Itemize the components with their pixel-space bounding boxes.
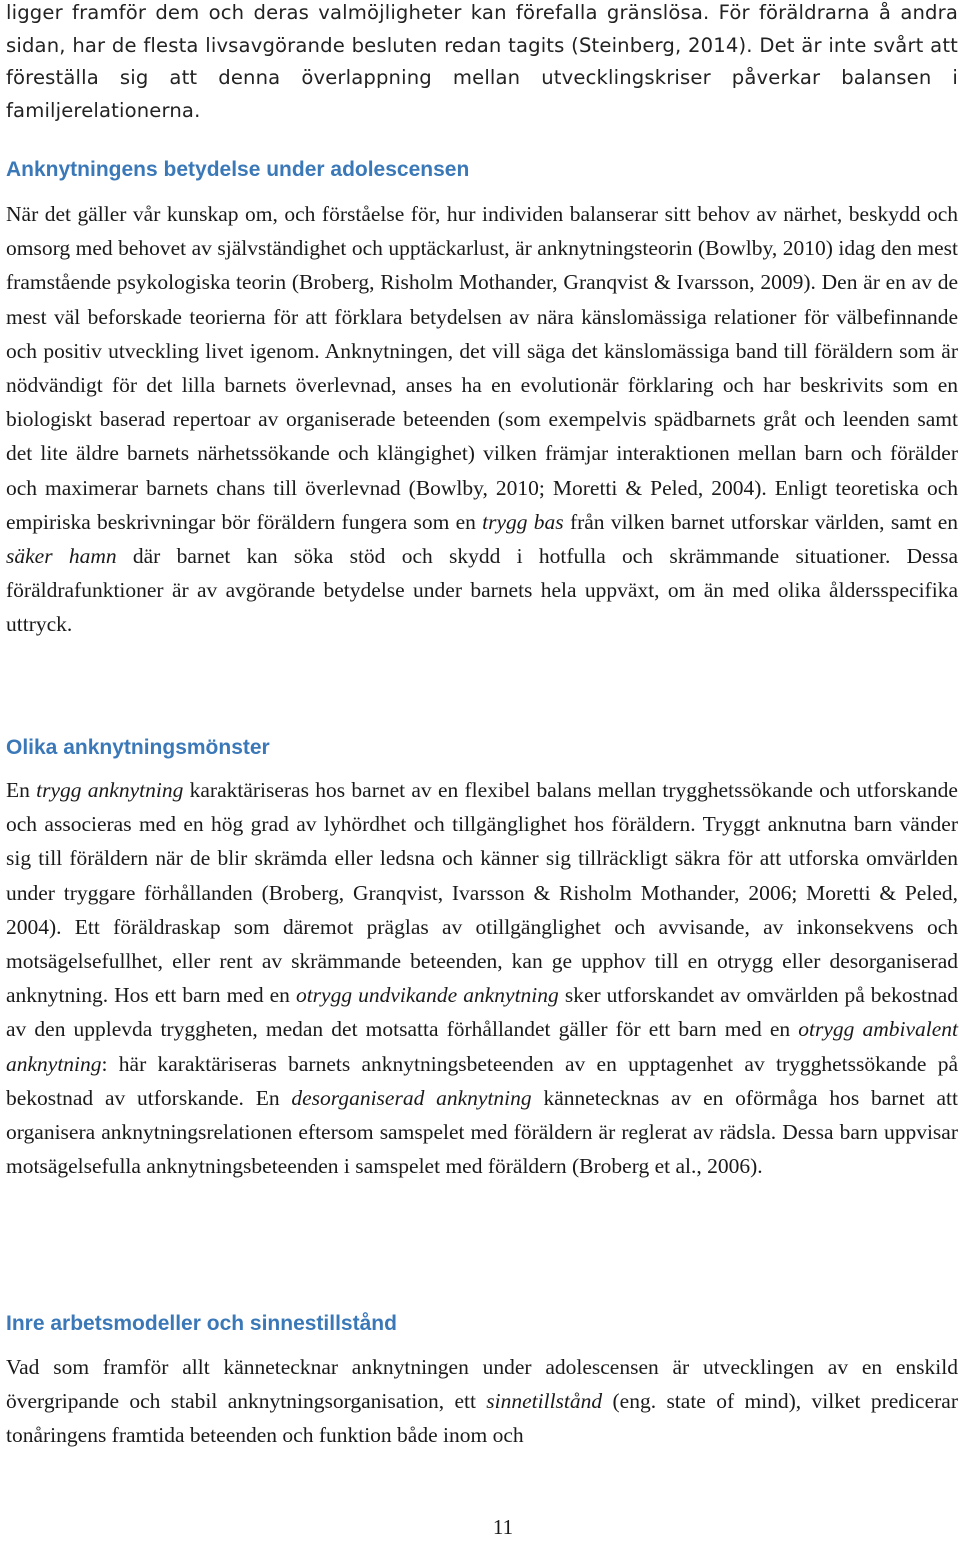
body-text: När det gäller vår kunskap om, och förståelse för, hur individen balanserar sitt behov av närhet, beskydd och omsorg med behovet av självständighet och upptäckarlust, är anknytningsteorin (Bowlby, 2010) idag den mest framstående psykologiska teorin (Broberg, Risholm Mothander, Granqvist & Ivarsson, 2009). Den är en av de mest väl beforskade teorierna för att förklara betydelsen av nära känslomässiga relationer för välbefinnande och positiv utveckling livet igenom. Anknytningen, det vill säga det känslomässiga band till föräldern som är nödvändigt för det lilla barnets överlevnad, anses ha en evolutionär förklaring och har beskrivits som en biologiskt baserad repertoar av organiserade beteenden (som exempelvis spädbarnets gråt och leenden samt det lite äldre barnets närhetssökande och klängighet) vilken främjar interaktionen mellan barn och förälder och maximerar barnets chans till överlevnad (Bowlby, 2010; Moretti & Peled, 2004). Enligt teoretiska och empiriska beskrivningar bör föräldern fungera som en: [6, 202, 958, 534]
body-text: sker utforskandet av omvärlden på bekostnad av den upplevda tryggheten, medan det motsatta förhållandet gäller för ett barn med en: [6, 983, 958, 1042]
section-paragraph-working-models: [6, 1350, 958, 1453]
emphasis-text: desorganiserad anknytning: [291, 1085, 532, 1110]
section-paragraph-attachment-adolescence: [6, 197, 958, 642]
emphasis-text: säker hamn: [6, 544, 117, 569]
body-text: : här karaktäriseras barnets anknytningsbeteenden av en upptagenhet av trygghetssökande på bekostnad av utforskande. En: [6, 1051, 958, 1110]
body-text: kännetecknas av en oförmåga hos barnet att organisera anknytningsrelationen eftersom samspelet med föräldern är reglerat av rädsla. Dessa barn uppvisar motsägelsefulla anknytningsbeteenden i samspelet med föräldern (Broberg et al., 2006).: [6, 1085, 958, 1179]
section-heading-attachment-patterns: Olika anknytningsmönster: [6, 736, 270, 759]
intro-text: ligger framför dem och deras valmöjligheter kan förefalla gränslösa. För föräldrarna å andra sidan, har de flesta livsavgörande besluten redan tagits (Steinberg, 2014). Det är inte svårt att föreställa sig att denna överlappning mellan utvecklingskriser påverkar balansen i familjerelationerna.: [6, 1, 958, 122]
body-text: En: [6, 778, 37, 802]
emphasis-text: otrygg undvikande anknytning: [295, 983, 559, 1008]
section-heading-working-models: Inre arbetsmodeller och sinnestillstånd: [6, 1312, 397, 1335]
emphasis-text: trygg bas: [482, 509, 564, 534]
intro-paragraph: [6, 0, 958, 127]
emphasis-text: otrygg ambivalent anknytning: [6, 1017, 959, 1076]
page-number: 11: [492, 1515, 514, 1539]
body-text: karaktäriseras hos barnet av en flexibel balans mellan trygghetssökande och utforskande och associeras med en hög grad av lyhördhet och tillgänglighet hos föräldern. Tryggt anknutna barn vänder sig till föräldern när de blir skrämda eller ledsna och känner sig tillräckligt säkra för att utforska omvärlden under tryggare förhållanden (Broberg, Granqvist, Ivarsson & Risholm Mothander, 2006; Moretti & Peled, 2004). Ett föräldraskap som däremot präglas av otillgänglighet och avvisande, av inkonsekvens och motsägelsefullhet, eller rent av skrämmande beteenden, kan ge upphov till en otrygg eller desorganiserad anknytning. Hos ett barn med en: [6, 778, 958, 1008]
body-text: (eng. state of mind), vilket predicerar tonåringens framtida beteenden och funktion både inom och: [6, 1389, 958, 1448]
body-text: Vad som framför allt kännetecknar anknytningen under adolescensen är utvecklingen av en enskild övergripande och stabil anknytningsorganisation, ett: [6, 1355, 958, 1414]
emphasis-text: sinnetillstånd: [486, 1389, 603, 1414]
section-paragraph-attachment-patterns: [6, 773, 958, 1183]
body-text: där barnet kan söka stöd och skydd i hotfulla och skrämmande situationer. Dessa föräldrafunktioner är av avgörande betydelse under barnets hela uppväxt, om än med olika åldersspecifika uttryck.: [6, 544, 958, 637]
section-heading-attachment-adolescence: Anknytningens betydelse under adolescensen: [6, 158, 470, 181]
emphasis-text: trygg anknytning: [36, 778, 184, 802]
body-text: från vilken barnet utforskar världen, samt en: [563, 509, 958, 534]
